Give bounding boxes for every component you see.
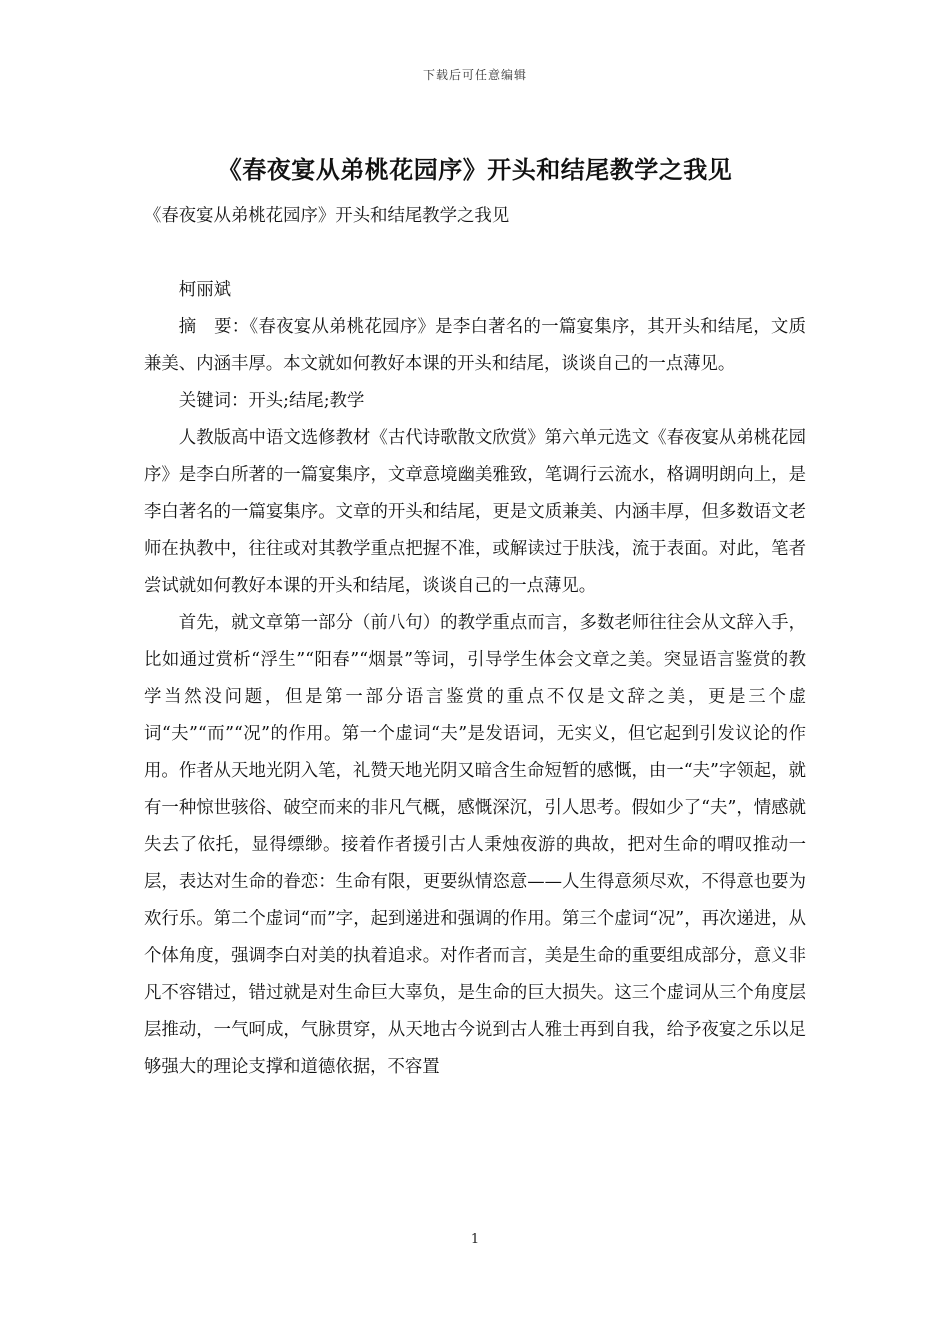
body-paragraph-intro: 人教版高中语文选修教材《古代诗歌散文欣赏》第六单元选文《春夜宴从弟桃花园序》是李白所著的一篇宴集序，文章意境幽美雅致，笔调行云流水，格调明朗向上，是李白著名的一篇宴集序。文章的开头和结尾，更是文质兼美、内涵丰厚，但多数语文老师在执教中，往往或对其教学重点把握不准，或解读过于肤浅，流于表面。对此，笔者尝试就如何教好本课的开头和结尾，谈谈自己的一点薄见。 — [144, 428, 806, 596]
blank-line — [144, 235, 806, 272]
keywords-line: 关键词：开头;结尾;教学 — [178, 391, 365, 411]
abstract-paragraph: 摘 要：《春夜宴从弟桃花园序》是李白著名的一篇宴集序，其开头和结尾，文质兼美、内涵丰厚。本文就如何教好本课的开头和结尾，谈谈自己的一点薄见。 — [144, 317, 806, 374]
author-name: 柯丽斌 — [178, 280, 231, 300]
subtitle-line: 《春夜宴从弟桃花园序》开头和结尾教学之我见 — [144, 206, 510, 226]
body-paragraph-first-section: 首先，就文章第一部分（前八句）的教学重点而言，多数老师往往会从文辞入手，比如通过赏析“浮生”“阳春”“烟景”等词，引导学生体会文章之美。突显语言鉴赏的教学当然没问题，但是第一部分语言鉴赏的重点不仅是文辞之美，更是三个虚词“夫”“而”“况”的作用。第一个虚词“夫”是发语词，无实义，但它起到引发议论的作用。作者从天地光阴入笔，礼赞天地光阴又暗含生命短暂的感慨，由一“夫”字领起，就有一种惊世骇俗、破空而来的非凡气概，感慨深沉，引人思考。假如少了“夫”，情感就失去了依托，显得缥缈。接着作者援引古人秉烛夜游的典故，把对生命的喟叹推动一层，表达对生命的眷恋：生命有限，更要纵情恣意——人生得意须尽欢，不得意也要为欢行乐。第二个虚词“而”字，起到递进和强调的作用。第三个虚词“况”，再次递进，从个体角度，强调李白对美的执着追求。对作者而言，美是生命的重要组成部分，意义非凡不容错过，错过就是对生命巨大辜负，是生命的巨大损失。这三个虚词从三个角度层层推动，一气呵成，气脉贯穿，从天地古今说到古人雅士再到自我，给予夜宴之乐以足够强大的理论支撑和道德依据，不容置 — [144, 613, 806, 1077]
document-title: 《春夜宴从弟桃花园序》开头和结尾教学之我见 — [217, 155, 733, 184]
page-number: 1 — [470, 1232, 480, 1247]
document-body — [144, 198, 806, 1086]
header-note: 下载后可任意编辑 — [422, 68, 527, 82]
